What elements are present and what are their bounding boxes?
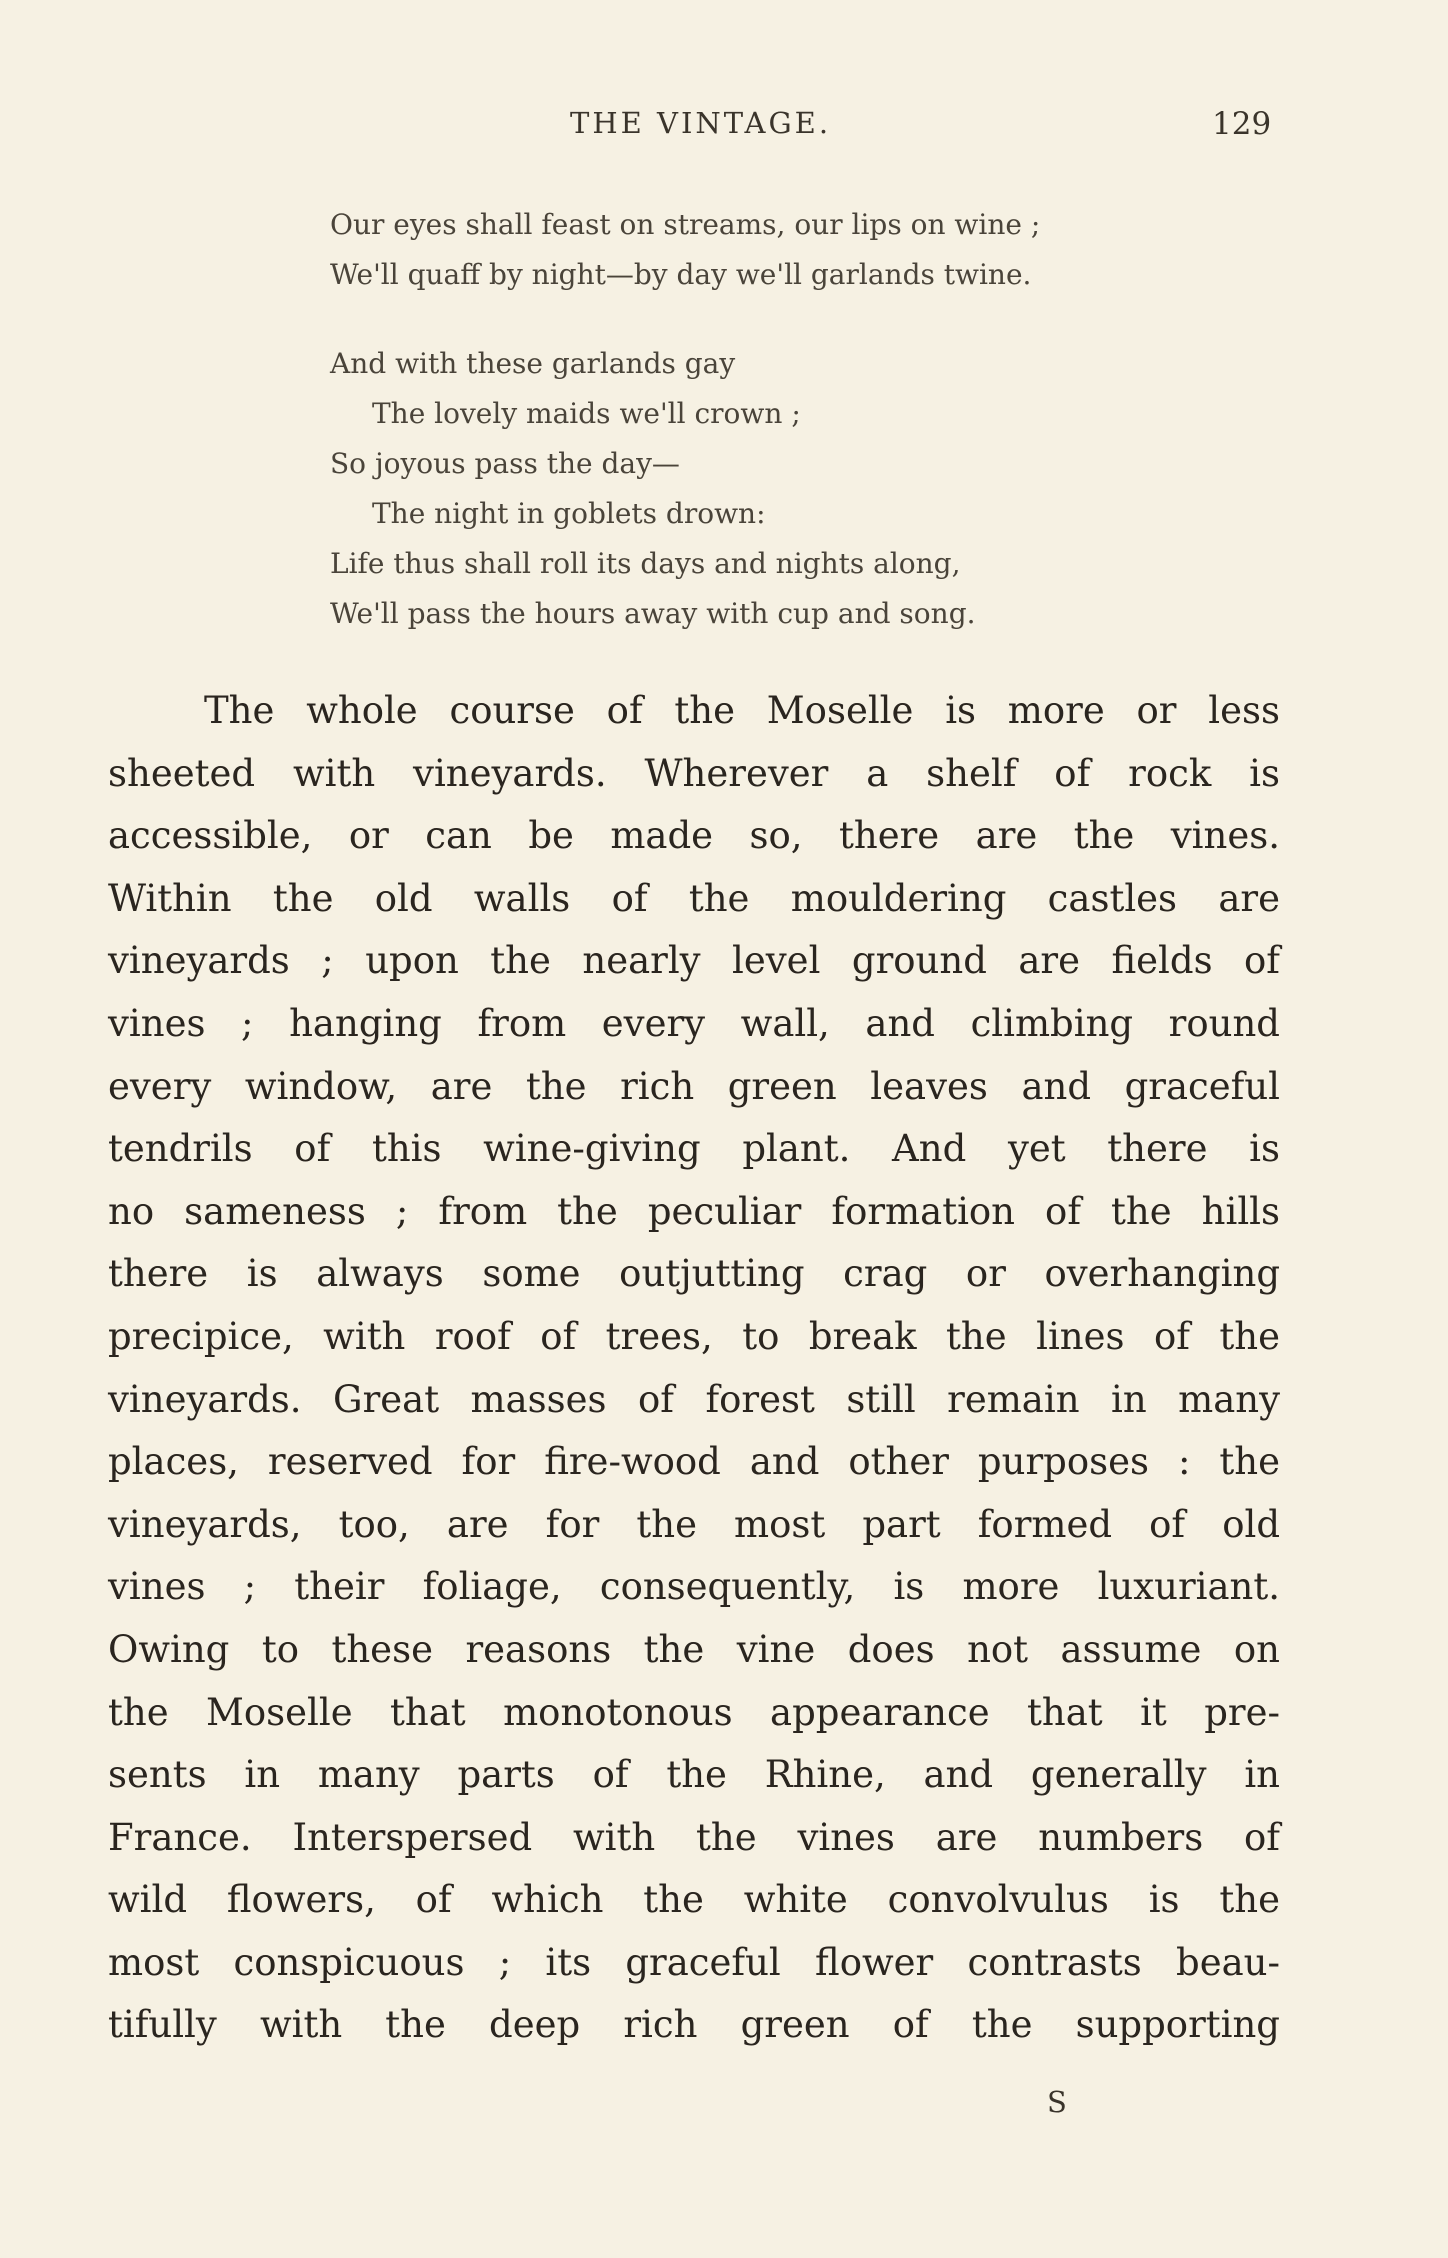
- prose-line: the Moselle that monotonous appearance that it pre-: [108, 1690, 1280, 1734]
- prose-line: every window, are the rich green leaves and graceful: [108, 1064, 1280, 1108]
- prose-paragraph: [108, 680, 1280, 2057]
- signature-mark: S: [1047, 2085, 1067, 2119]
- verse-line: And with these garlands gay: [330, 347, 736, 380]
- prose-line: places, reserved for fire-wood and other purposes : the: [108, 1440, 1280, 1484]
- prose-line: France. Interspersed with the vines are numbers of: [108, 1815, 1280, 1859]
- running-head: [0, 106, 1448, 146]
- verse-line: Life thus shall roll its days and nights along,: [330, 547, 961, 580]
- prose-line: there is always some outjutting crag or overhanging: [108, 1252, 1280, 1296]
- prose-line: sents in many parts of the Rhine, and generally in: [108, 1753, 1280, 1797]
- prose-line: vines ; hanging from every wall, and climbing round: [108, 1001, 1280, 1045]
- prose-line: The whole course of the Moselle is more or less: [204, 689, 1280, 732]
- prose-line: wild flowers, of which the white convolvulus is the: [108, 1878, 1280, 1922]
- prose-line: Owing to these reasons the vine does not assume on: [108, 1627, 1280, 1671]
- stanza-gap: [330, 300, 1230, 339]
- prose-line: tifully with the deep rich green of the supporting: [108, 2003, 1280, 2047]
- verse-line: So joyous pass the day—: [330, 447, 680, 480]
- prose-line: vineyards ; upon the nearly level ground are fields of: [108, 939, 1280, 983]
- verse-line: We'll quaff by night—by day we'll garlands twine.: [330, 258, 1032, 291]
- verse-line: We'll pass the hours away with cup and song.: [330, 597, 976, 630]
- verse-line: The lovely maids we'll crown ;: [372, 397, 801, 430]
- prose-line: Within the old walls of the mouldering castles are: [108, 876, 1280, 920]
- prose-line: vineyards, too, are for the most part formed of old: [108, 1502, 1280, 1546]
- verse-block: [330, 200, 1230, 639]
- prose-line: tendrils of this wine-giving plant. And yet there is: [108, 1127, 1280, 1171]
- verse-line: Our eyes shall feast on streams, our lips on wine ;: [330, 208, 1041, 241]
- prose-line: vines ; their foliage, consequently, is more luxuriant.: [108, 1565, 1280, 1609]
- page-number: 129: [1212, 106, 1272, 142]
- running-title: THE VINTAGE.: [570, 106, 832, 140]
- prose-line: sheeted with vineyards. Wherever a shelf of rock is: [108, 751, 1280, 795]
- prose-line: vineyards. Great masses of forest still remain in many: [108, 1377, 1280, 1421]
- prose-line: most conspicuous ; its graceful flower contrasts beau-: [108, 1940, 1280, 1984]
- prose-line: accessible, or can be made so, there are the vines.: [108, 814, 1280, 858]
- verse-line: The night in goblets drown:: [372, 497, 766, 530]
- prose-line: no sameness ; from the peculiar formation of the hills: [108, 1189, 1280, 1233]
- prose-line: precipice, with roof of trees, to break the lines of the: [108, 1314, 1280, 1358]
